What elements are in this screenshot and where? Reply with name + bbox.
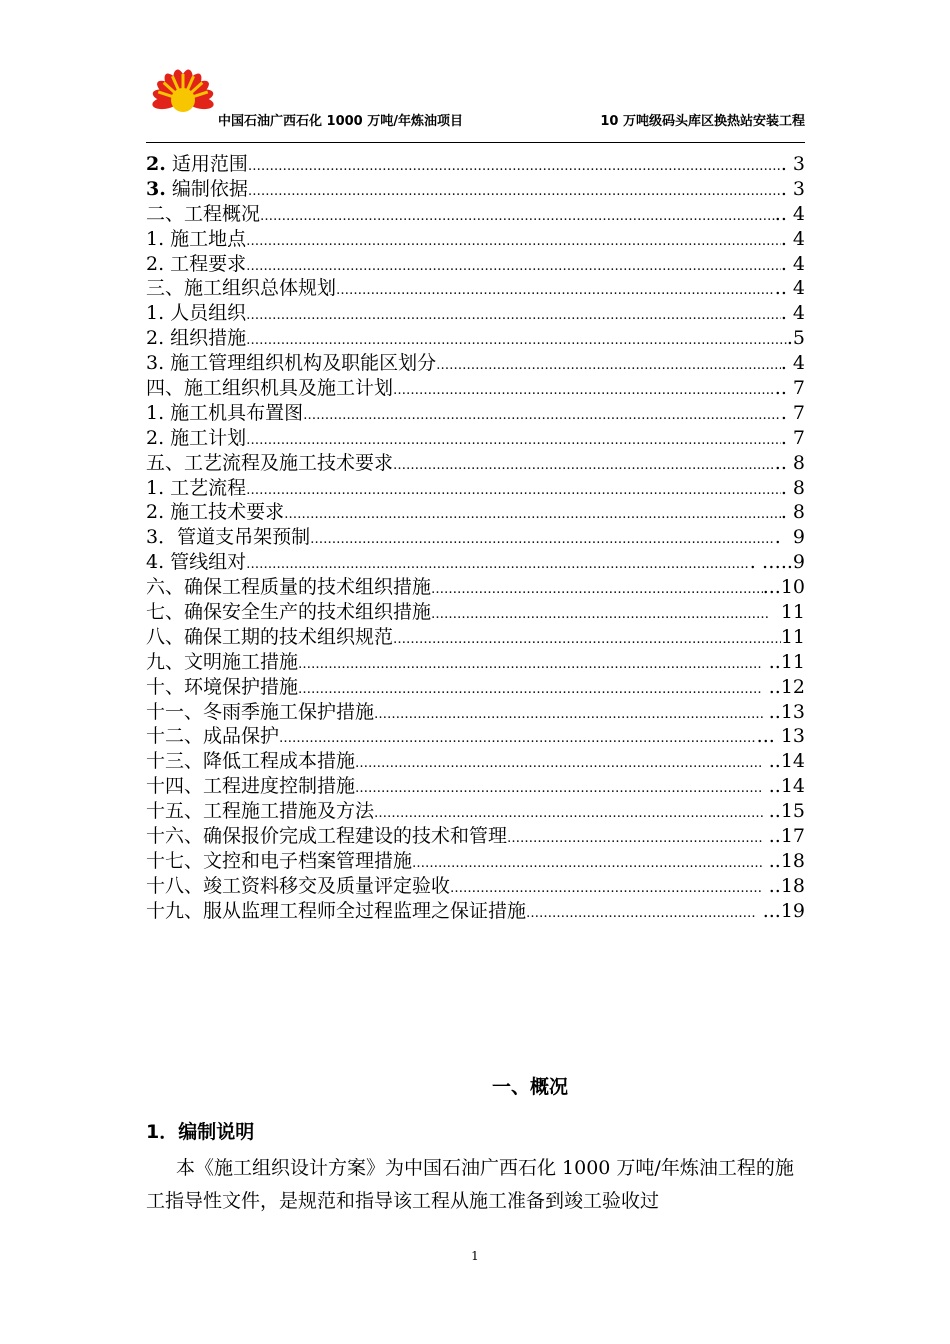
toc-entry-title [146, 700, 374, 725]
toc-entry-label: 八、确保工期的技术组织规范 [146, 625, 394, 648]
toc-entry-label: 十七、文控和电子档案管理措施 [146, 849, 413, 872]
toc-entry[interactable] [146, 451, 805, 476]
toc-entry[interactable] [146, 824, 805, 849]
toc-entry-label: 二、工程概况 [146, 202, 261, 225]
toc-entry-title [146, 525, 310, 550]
toc-entry-title [146, 550, 246, 575]
toc-entry-page: ..15 [762, 800, 805, 823]
toc-entry[interactable] [146, 476, 805, 501]
toc-entry-label: 四、施工组织机具及施工计划 [146, 377, 394, 400]
toc-entry-page: ... 13 [756, 725, 805, 748]
toc-entry[interactable] [146, 899, 805, 924]
toc-entry-title [146, 476, 246, 501]
toc-entry[interactable] [146, 849, 805, 874]
toc-entry-label: 2. 工程要求 [146, 252, 247, 275]
header-divider [146, 142, 805, 143]
toc-leader-dots [248, 180, 781, 205]
toc-leader-dots [436, 354, 781, 379]
toc-entry-title [146, 500, 284, 525]
toc-entry-title [146, 301, 246, 326]
toc-entry-label: 1. 施工机具布置图 [146, 401, 304, 424]
toc-entry-label: 三、施工组织总体规划 [146, 277, 337, 300]
toc-entry-page: . 7 [780, 426, 805, 449]
toc-entry[interactable] [146, 650, 805, 675]
toc-entry-title [146, 202, 260, 227]
toc-entry-label: 十一、冬雨季施工保护措施 [146, 700, 375, 723]
toc-entry-title [146, 376, 393, 401]
toc-entry-page: 11 [780, 625, 805, 648]
company-logo-icon [146, 60, 220, 126]
toc-entry-page: ..14 [762, 750, 805, 773]
toc-leader-dots [246, 304, 781, 329]
toc-entry-title [146, 675, 298, 700]
toc-leader-dots [393, 628, 781, 653]
toc-entry-label: 3. 施工管理组织机构及职能区划分 [146, 352, 437, 375]
toc-leader-dots [260, 205, 775, 230]
section-heading: 一、概况 [491, 1076, 568, 1098]
toc-entry-page: 11 [768, 601, 805, 624]
toc-entry-label: 2. 施工技术要求 [146, 501, 285, 524]
toc-entry-page: ..12 [762, 675, 805, 698]
toc-entry[interactable] [146, 376, 805, 401]
toc-leader-dots [526, 902, 757, 927]
toc-leader-dots [355, 777, 763, 802]
subsection-heading: 1．编制说明 [146, 1121, 255, 1143]
toc-leader-dots [393, 454, 775, 479]
toc-entry-label: 十六、确保报价完成工程建设的技术和管理 [146, 825, 508, 848]
toc-entry-page: .. 8 [774, 451, 805, 474]
toc-leader-dots [507, 827, 763, 852]
table-of-contents [146, 152, 805, 924]
body-paragraph: 本《施工组织设计方案》为中国石油广西石化 1000 万吨/年炼油工程的施工指导性文件，是规范和指导该工程从施工准备到竣工验收过 [146, 1157, 794, 1212]
toc-entry-title [146, 575, 431, 600]
toc-entry-label: 十九、服从监理工程师全过程监理之保证措施 [146, 899, 527, 922]
toc-entry[interactable] [146, 774, 805, 799]
toc-entry-title [146, 426, 246, 451]
toc-entry[interactable] [146, 575, 805, 600]
toc-entry[interactable] [146, 500, 805, 525]
toc-entry-page: .. 4 [774, 202, 805, 225]
toc-entry-page: . 3 [780, 153, 805, 175]
toc-entry-page: ..18 [762, 874, 805, 897]
toc-entry-title [146, 177, 248, 202]
page-number: 1 [471, 1249, 479, 1263]
toc-entry-page: ..14 [762, 775, 805, 798]
toc-entry-label: 十三、降低工程成本措施 [146, 750, 356, 773]
toc-entry-label: 十八、竣工资料移交及质量评定验收 [146, 874, 451, 897]
toc-entry-label: 4. 管线组对 [146, 551, 247, 574]
toc-entry-page: ...19 [756, 899, 805, 922]
toc-leader-dots [355, 752, 763, 777]
toc-leader-dots [336, 279, 775, 304]
toc-entry[interactable] [146, 177, 805, 202]
toc-entry-title [146, 724, 279, 749]
toc-entry[interactable] [146, 351, 805, 376]
toc-leader-dots [248, 155, 781, 180]
toc-entry-page: . 7 [780, 401, 805, 424]
toc-entry-title [146, 276, 336, 301]
toc-entry[interactable] [146, 276, 805, 301]
toc-entry-label: 六、确保工程质量的技术组织措施 [146, 576, 432, 599]
toc-leader-dots [412, 852, 763, 877]
toc-entry-page: . 8 [780, 476, 805, 499]
header-project-title: 中国石油广西石化 1000 万吨/年炼油项目 [218, 114, 463, 129]
toc-entry[interactable] [146, 625, 805, 650]
toc-entry-page: . 4 [780, 252, 805, 275]
toc-entry[interactable] [146, 252, 805, 277]
toc-entry-title [146, 749, 355, 774]
toc-entry-label: 编制依据 [165, 177, 248, 200]
toc-entry-page: . 4 [780, 352, 805, 375]
toc-entry-title [146, 824, 507, 849]
toc-leader-dots [246, 479, 781, 504]
toc-entry-page: .5 [786, 327, 805, 350]
toc-entry-title [146, 152, 248, 177]
toc-entry[interactable] [146, 227, 805, 252]
toc-entry[interactable] [146, 152, 805, 177]
toc-entry-label: 1. 施工地点 [146, 227, 247, 250]
toc-entry[interactable] [146, 550, 805, 575]
toc-entry-title [146, 849, 412, 874]
toc-entry[interactable] [146, 202, 805, 227]
toc-entry-number: 2. [146, 153, 166, 175]
toc-entry-page: . 3 [780, 177, 805, 200]
toc-entry[interactable] [146, 749, 805, 774]
toc-entry-title [146, 774, 355, 799]
toc-entry-number: 3. [146, 177, 166, 200]
toc-leader-dots [310, 528, 775, 553]
toc-entry-page: . 8 [780, 501, 805, 524]
toc-entry[interactable] [146, 799, 805, 824]
toc-entry-page: ..18 [762, 849, 805, 872]
header-subproject-title: 10 万吨级码头库区换热站安装工程 [600, 114, 805, 129]
toc-entry-label: 3．管道支吊架预制 [146, 526, 311, 549]
toc-entry-page: . …..9 [749, 551, 805, 574]
toc-entry-title [146, 799, 374, 824]
toc-entry-label: 九、文明施工措施 [146, 650, 299, 673]
toc-entry[interactable] [146, 724, 805, 749]
toc-entry-title [146, 874, 450, 899]
toc-entry-title [146, 899, 526, 924]
toc-entry[interactable] [146, 525, 805, 550]
toc-leader-dots [431, 578, 763, 603]
toc-entry-label: 十五、工程施工措施及方法 [146, 800, 375, 823]
toc-entry-label: 1. 工艺流程 [146, 476, 247, 499]
toc-entry[interactable] [146, 600, 805, 625]
toc-entry-label: 七、确保安全生产的技术组织措施 [146, 601, 432, 624]
toc-entry-page: .. 7 [774, 377, 805, 400]
toc-entry-page: . 4 [780, 227, 805, 250]
toc-entry[interactable] [146, 301, 805, 326]
toc-entry[interactable] [146, 700, 805, 725]
toc-entry-title [146, 326, 246, 351]
toc-entry-page: . 4 [780, 302, 805, 325]
toc-entry[interactable] [146, 675, 805, 700]
toc-entry[interactable] [146, 874, 805, 899]
toc-entry[interactable] [146, 426, 805, 451]
toc-leader-dots [393, 379, 775, 404]
toc-entry-page: ..11 [762, 650, 805, 673]
toc-entry[interactable] [146, 401, 805, 426]
toc-entry-label: 2. 施工计划 [146, 426, 247, 449]
toc-entry-title [146, 600, 431, 625]
toc-leader-dots [298, 653, 763, 678]
toc-leader-dots [246, 230, 781, 255]
toc-entry-label: 适用范围 [165, 153, 248, 175]
toc-entry-title [146, 650, 298, 675]
toc-leader-dots [284, 503, 781, 528]
toc-entry-label: 1. 人员组织 [146, 302, 247, 325]
toc-entry-label: 十、环境保护措施 [146, 675, 299, 698]
toc-leader-dots [374, 703, 763, 728]
toc-entry-page: .. 4 [774, 277, 805, 300]
toc-entry-title [146, 227, 246, 252]
toc-entry-title [146, 401, 303, 426]
toc-entry-label: 2. 组织措施 [146, 327, 247, 350]
toc-entry[interactable] [146, 326, 805, 351]
toc-entry-page: ..13 [762, 700, 805, 723]
toc-entry-page: ..17 [762, 825, 805, 848]
toc-entry-label: 十二、成品保护 [146, 725, 280, 748]
toc-entry-title [146, 451, 393, 476]
toc-entry-label: 五、工艺流程及施工技术要求 [146, 451, 394, 474]
toc-entry-label: 十四、工程进度控制措施 [146, 775, 356, 798]
toc-entry-page: . 9 [774, 526, 805, 549]
toc-leader-dots [303, 404, 781, 429]
toc-leader-dots [431, 603, 769, 628]
toc-entry-title [146, 351, 436, 376]
toc-entry-page: ...10 [762, 576, 805, 599]
toc-entry-title [146, 252, 246, 277]
toc-entry-title [146, 625, 393, 650]
